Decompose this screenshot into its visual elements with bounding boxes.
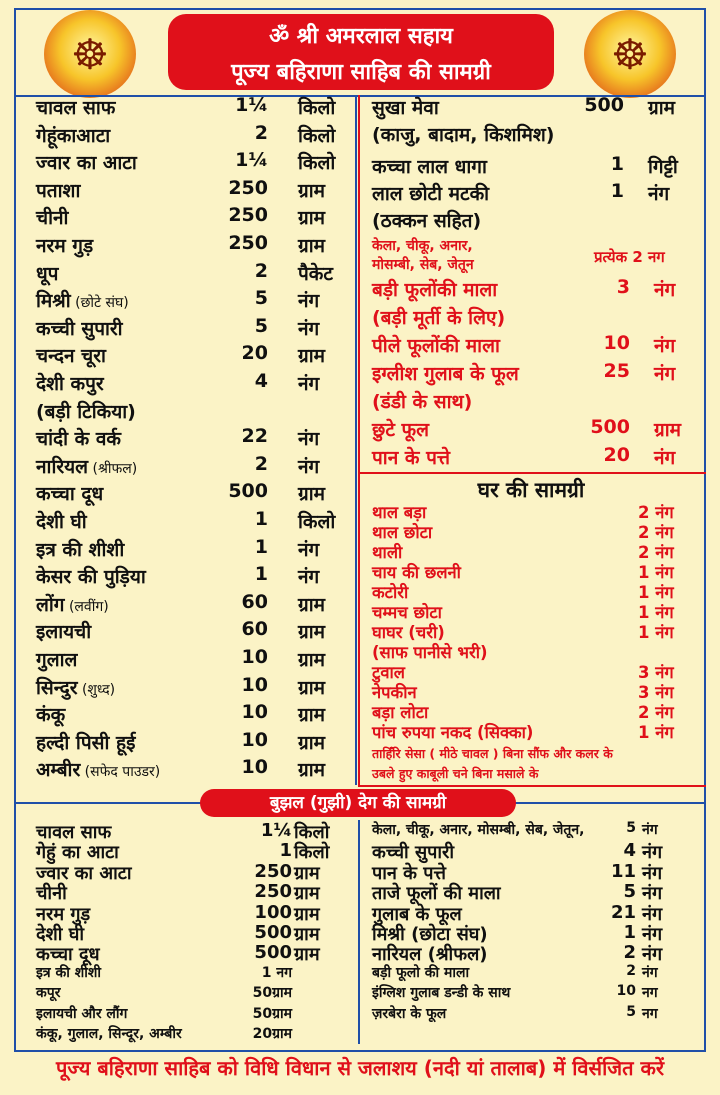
item-name: धूप: [36, 262, 59, 285]
item-name: (बड़ी मूर्ती के लिए): [372, 307, 506, 329]
item-unit: नंग: [642, 822, 658, 838]
bujhal-item-row: [36, 840, 350, 864]
item-name: कंकू: [36, 704, 66, 727]
item-unit: 2 नंग: [638, 503, 674, 522]
item-quantity: 5: [626, 1003, 636, 1020]
bujhal-item-row: [372, 1004, 692, 1024]
item-quantity: 3: [616, 276, 630, 298]
item-row: [36, 260, 352, 288]
item-quantity: 1: [254, 508, 268, 530]
item-row: [36, 701, 352, 729]
item-unit: ग्राम: [294, 862, 320, 884]
home-item-row: [372, 520, 692, 540]
bujhal-item-row: [372, 840, 692, 864]
item-note: (छोटे संघ): [70, 295, 129, 312]
item-name: पीले फूलोंकी माला: [372, 335, 500, 357]
item-name: लोंग (लवींग): [36, 593, 109, 616]
item-note: (श्रीफल): [88, 460, 138, 477]
item-row: [36, 618, 352, 646]
bujhal-section-title: बुझल (गुझी) देग की सामग्री: [200, 789, 516, 817]
item-note: (सफेद पाउडर): [80, 764, 161, 781]
item-unit: 1 नंग: [638, 583, 674, 602]
item-quantity: 25: [603, 360, 630, 382]
item-name: नारियल (श्रीफल): [36, 455, 138, 478]
item-name: कच्चा लाल धागा: [372, 156, 487, 178]
item-name: सिन्दुर (शुध्द): [36, 676, 116, 699]
item-row: [36, 177, 352, 205]
home-item-row: [372, 560, 692, 580]
item-row: [372, 180, 692, 207]
item-note: (शुध्द): [77, 681, 116, 698]
item-row: [36, 646, 352, 674]
item-unit: नंग: [642, 964, 658, 981]
item-unit: ग्राम: [654, 419, 681, 441]
item-name: पान के पत्ते: [372, 447, 451, 469]
home-item-row: [372, 640, 692, 660]
item-name: गुलाल: [36, 649, 78, 671]
item-row: [36, 370, 352, 398]
item-quantity: 60: [241, 618, 268, 641]
bujhal-item-row: [372, 942, 692, 966]
item-row: [372, 444, 692, 472]
item-row: [372, 416, 692, 444]
item-quantity: 250: [228, 176, 268, 199]
item-name: मिश्री (छोटा संघ): [372, 924, 488, 945]
item-name: नेपकीन: [372, 683, 417, 702]
item-name: ज़रबेरा के फूल: [372, 1005, 447, 1022]
item-quantity: 5: [626, 820, 636, 836]
item-name: छुटे फूल: [372, 419, 430, 441]
item-quantity: 5: [254, 287, 268, 310]
item-unit: 2 नंग: [638, 523, 674, 542]
item-unit: 1 नंग: [638, 563, 674, 582]
item-quantity: 60: [241, 590, 268, 613]
item-name: इग्लीश गुलाब के फूल: [372, 363, 519, 385]
item-quantity: 2: [254, 452, 268, 475]
item-row: [36, 591, 352, 619]
item-quantity: 2: [623, 942, 636, 964]
item-quantity: 500: [228, 480, 268, 503]
item-row: [36, 342, 352, 370]
item-name: कच्चा दूध: [36, 483, 104, 506]
item-unit: किलो: [298, 124, 336, 147]
item-name: चीनी: [36, 207, 69, 230]
home-item-row: [372, 660, 692, 680]
item-name: कपूर: [36, 985, 61, 1002]
bujhal-item-row: [36, 922, 350, 945]
item-quantity: 1: [623, 922, 636, 943]
bujhal-item-row: [36, 1024, 350, 1044]
item-row: [36, 425, 352, 453]
bujhal-item-row: [372, 983, 692, 1003]
item-unit: गिट्टी: [648, 156, 678, 178]
item-name: चन्दन चूरा: [36, 345, 106, 368]
item-name: कच्ची सुपारी: [36, 317, 123, 340]
item-name: थाली: [372, 543, 403, 562]
bujhal-item-row: [36, 942, 350, 966]
item-quantity: 5: [623, 881, 636, 903]
item-unit: ग्राम: [298, 731, 325, 754]
item-quantity: 10: [241, 701, 268, 724]
item-row: [372, 332, 692, 360]
item-row: [36, 149, 352, 177]
item-unit: ग्राम: [298, 345, 325, 368]
item-name: हल्दी पिसी हूई: [36, 731, 136, 754]
bujhal-item-row: [36, 1004, 350, 1024]
red-column-divider: [358, 95, 360, 785]
item-quantity: 11: [610, 860, 636, 882]
item-quantity: 20: [603, 444, 630, 466]
item-name: इत्र की शीशी: [36, 538, 125, 561]
item-name: पान के पत्ते: [372, 862, 446, 884]
home-note-2: उबले हुए काबूली चने बिना मसाले के: [372, 766, 539, 781]
item-name: (काजु, बादाम, किशमिश): [372, 124, 555, 146]
item-name: केला, चीकू, अनार, मोसम्बी, सेब, जेतून,: [372, 822, 585, 838]
item-unit: नंग: [298, 290, 320, 313]
page-title: [168, 14, 554, 90]
item-name: चाय की छलनी: [372, 563, 461, 582]
item-name: बड़ा लोटा: [372, 703, 429, 722]
item-quantity: 21: [610, 901, 636, 923]
item-name: टुवाल: [372, 663, 405, 682]
item-quantity: 10: [241, 756, 268, 779]
item-unit: ग्राम: [298, 621, 325, 644]
item-quantity: 10: [603, 332, 630, 354]
item-unit: 1 नंग: [638, 623, 674, 642]
item-name: चीनी: [36, 883, 67, 905]
deity-icon: ☸: [584, 10, 676, 98]
item-name: चावल साफ: [36, 97, 116, 119]
item-row: [36, 315, 352, 343]
fruits-line-1: केला, चीकू, अनार,: [372, 238, 473, 254]
item-quantity: 500: [254, 942, 292, 964]
item-quantity: 1 नग: [261, 964, 292, 981]
item-quantity: 10: [241, 673, 268, 696]
bujhal-item-row: [372, 922, 692, 945]
item-unit: नंग: [298, 317, 320, 340]
item-unit: नंग: [298, 428, 320, 451]
item-unit: नंग: [642, 924, 663, 945]
item-name: केसर की पुड़िया: [36, 566, 146, 589]
item-row: [36, 563, 352, 591]
item-row: [372, 121, 692, 148]
item-name: कच्ची सुपारी: [372, 842, 455, 864]
item-unit: 3 नंग: [638, 663, 674, 682]
item-row: [36, 729, 352, 757]
item-quantity: 20: [241, 342, 268, 365]
bujhal-item-row: [372, 963, 692, 983]
bujhal-item-row: [372, 881, 692, 905]
item-unit: ग्राम: [298, 235, 325, 257]
item-quantity: 250: [254, 881, 292, 903]
item-note: (लवींग): [64, 598, 109, 615]
item-unit: नंग: [654, 363, 676, 385]
home-section-divider: [358, 472, 706, 474]
item-name: कंकू, गुलाल, सिन्दूर, अम्बीर: [36, 1026, 182, 1042]
fruits-qty: प्रत्येक 2 नग: [594, 248, 665, 266]
item-quantity: 500: [590, 416, 630, 438]
item-quantity: 250: [254, 860, 292, 882]
item-quantity: 10: [241, 728, 268, 751]
item-quantity: 2: [626, 962, 636, 979]
item-quantity: 1: [279, 840, 292, 862]
item-unit: किलो: [298, 152, 336, 175]
item-name: मिश्री (छोटे संघ): [36, 290, 129, 313]
item-unit: ग्राम: [298, 207, 325, 230]
item-unit: नंग: [298, 566, 320, 589]
item-name: गेहुं का आटा: [36, 842, 119, 864]
bujhal-item-row: [36, 881, 350, 905]
item-name: देशी घी: [36, 511, 87, 533]
item-row: [372, 94, 692, 121]
home-note-1: ताहिँरि सेसा ( मीठे चावल ) बिना सौंफ और कलर के: [372, 746, 613, 761]
item-row: [36, 204, 352, 232]
item-name: ज्वार का आटा: [36, 862, 132, 884]
title-line-2: पूज्य बहिराणा साहिब की सामग्री: [231, 60, 491, 85]
home-item-row: [372, 700, 692, 720]
column-divider: [355, 95, 357, 785]
item-quantity: 2: [254, 259, 268, 282]
item-quantity: 250: [228, 232, 268, 254]
bujhal-item-row: [372, 860, 692, 884]
home-section-title: घर की सामग्री: [477, 478, 585, 502]
item-unit: 2 नंग: [638, 703, 674, 722]
item-quantity: 500: [584, 94, 624, 116]
bujhal-column-divider: [358, 820, 360, 1044]
item-unit: 1 नंग: [638, 723, 674, 742]
bujhal-item-row: [372, 901, 692, 925]
item-quantity: 22: [241, 425, 268, 448]
item-unit: नंग: [642, 862, 663, 884]
item-unit: ग्राम: [298, 704, 325, 727]
bujhal-item-row: [36, 860, 350, 884]
item-unit: नंग: [642, 842, 663, 864]
item-unit: ग्राम: [298, 179, 325, 202]
item-row: [36, 94, 352, 122]
item-quantity: 1: [254, 535, 268, 558]
item-name: नरम गुड़: [36, 235, 94, 257]
item-name: बड़ी फूलोंकी माला: [372, 279, 498, 301]
item-unit: नंग: [642, 883, 663, 905]
item-name: इलायची: [36, 621, 92, 644]
fruits-line-2: मोसम्बी, सेब, जेतून: [372, 257, 474, 273]
item-unit: नग: [642, 985, 658, 1002]
item-unit: ग्राम: [298, 483, 325, 506]
home-item-row: [372, 620, 692, 640]
footer-instruction: पूज्य बहिराणा साहिब को विधि विधान से जलाशय (नदी यां तालाब) में विर्सजित करें: [56, 1056, 664, 1080]
item-quantity: 50ग्राम: [252, 985, 292, 1002]
home-item-row: [372, 600, 692, 620]
item-unit: 2 नंग: [638, 543, 674, 562]
item-quantity: 1: [254, 563, 268, 586]
item-row: [36, 287, 352, 315]
item-unit: पैकेट: [298, 262, 333, 285]
item-row: [36, 536, 352, 564]
item-name: इत्र की शीशी: [36, 964, 102, 981]
item-row: [372, 153, 692, 180]
item-name: देशी कपुर: [36, 373, 104, 395]
item-unit: किलो: [294, 842, 330, 864]
item-name: (साफ पानीसे भरी): [372, 643, 488, 662]
item-quantity: 10: [616, 983, 636, 1000]
item-unit: नंग: [298, 538, 320, 561]
item-unit: ग्राम: [648, 97, 675, 119]
item-unit: ग्राम: [294, 944, 320, 966]
item-name: थाल छोटा: [372, 523, 433, 542]
item-quantity: 1: [610, 180, 624, 202]
bujhal-item-row: [36, 983, 350, 1003]
item-row: [36, 232, 352, 260]
item-name: सुखा मेवा: [372, 97, 439, 119]
item-unit: किलो: [294, 822, 330, 843]
item-quantity: 250: [228, 204, 268, 227]
item-name: बड़ी फूलो की माला: [372, 964, 470, 981]
item-unit: 1 नंग: [638, 603, 674, 622]
item-unit: नंग: [654, 279, 676, 301]
item-row: [36, 756, 352, 784]
item-unit: नंग: [654, 335, 676, 357]
home-item-row: [372, 680, 692, 700]
item-name: ज्वार का आटा: [36, 152, 137, 175]
item-row: [36, 480, 352, 508]
item-name: नारियल (श्रीफल): [372, 944, 488, 966]
item-row: [36, 398, 352, 426]
item-unit: ग्राम: [294, 903, 320, 925]
item-name: चावल साफ: [36, 822, 112, 843]
item-unit: नग: [642, 1005, 658, 1022]
bujhal-item-row: [372, 820, 692, 840]
item-row: [36, 508, 352, 536]
item-name: पांच रुपया नकद (सिक्का): [372, 723, 534, 742]
item-unit: नंग: [654, 447, 676, 469]
bujhal-item-row: [36, 820, 350, 843]
item-row: [372, 304, 692, 332]
item-quantity: 1¼: [260, 820, 292, 841]
item-unit: किलो: [298, 97, 336, 119]
item-name: कटोरी: [372, 583, 409, 602]
item-quantity: 1¼: [235, 94, 268, 116]
item-row: [372, 276, 692, 304]
item-row: [372, 360, 692, 388]
item-name: ताजे फूलों की माला: [372, 883, 501, 905]
home-item-row: [372, 580, 692, 600]
deity-icon: ☸: [44, 10, 136, 98]
item-quantity: 1: [610, 153, 624, 175]
item-quantity: 20ग्राम: [252, 1026, 292, 1042]
item-name: गुलाब के फूल: [372, 903, 462, 925]
item-name: पताशा: [36, 179, 81, 202]
item-quantity: 500: [254, 922, 292, 943]
item-name: थाल बड़ा: [372, 503, 427, 522]
item-row: [36, 674, 352, 702]
item-unit: ग्राम: [298, 593, 325, 616]
item-row: [372, 388, 692, 416]
item-unit: नंग: [298, 455, 320, 478]
item-unit: नंग: [642, 944, 663, 966]
item-unit: नंग: [642, 903, 663, 925]
item-name: गेहूंकाआटा: [36, 124, 111, 147]
item-name: इलायची और लौंग: [36, 1005, 128, 1022]
item-name: अम्बीर (सफेद पाउडर): [36, 759, 161, 782]
item-unit: किलो: [298, 511, 336, 533]
title-line-1: ॐ श्री अमरलाल सहाय: [269, 24, 453, 49]
item-name: (ठक्कन सहित): [372, 210, 482, 232]
item-quantity: 10: [241, 646, 268, 668]
home-item-row: [372, 500, 692, 520]
item-quantity: 2: [254, 121, 268, 144]
item-name: (डंडी के साथ): [372, 391, 473, 413]
item-name: लाल छोटी मटकी: [372, 183, 490, 205]
item-unit: 3 नंग: [638, 683, 674, 702]
item-name: नरम गुड़: [36, 903, 91, 925]
item-name: चम्मच छोटा: [372, 603, 442, 622]
item-unit: ग्राम: [298, 649, 325, 671]
item-name: चांदी के वर्क: [36, 428, 121, 451]
item-unit: नंग: [298, 373, 320, 395]
item-row: [36, 453, 352, 481]
item-row: [36, 122, 352, 150]
item-quantity: 5: [254, 314, 268, 337]
item-name: देशी घी: [36, 924, 85, 945]
item-quantity: 100: [254, 901, 292, 923]
item-name: इंग्लिश गुलाब डन्डी के साथ: [372, 985, 511, 1002]
item-quantity: 4: [254, 370, 268, 392]
item-quantity: 4: [623, 840, 636, 862]
home-item-row: [372, 720, 692, 740]
item-name: (बड़ी टिकिया): [36, 400, 136, 423]
item-unit: ग्राम: [294, 883, 320, 905]
item-name: घाघर (चरी): [372, 623, 445, 642]
item-unit: ग्राम: [294, 924, 320, 945]
bujhal-item-row: [36, 963, 350, 983]
item-name: कच्चा दूध: [36, 944, 100, 966]
item-unit: ग्राम: [298, 676, 325, 699]
item-unit: नंग: [648, 183, 670, 205]
upper-section-bottom: [358, 785, 706, 787]
item-unit: ग्राम: [298, 759, 325, 782]
item-quantity: 50ग्राम: [252, 1005, 292, 1022]
bujhal-item-row: [36, 901, 350, 925]
home-item-row: [372, 540, 692, 560]
item-quantity: 1¼: [235, 149, 268, 172]
item-row: [372, 207, 692, 234]
